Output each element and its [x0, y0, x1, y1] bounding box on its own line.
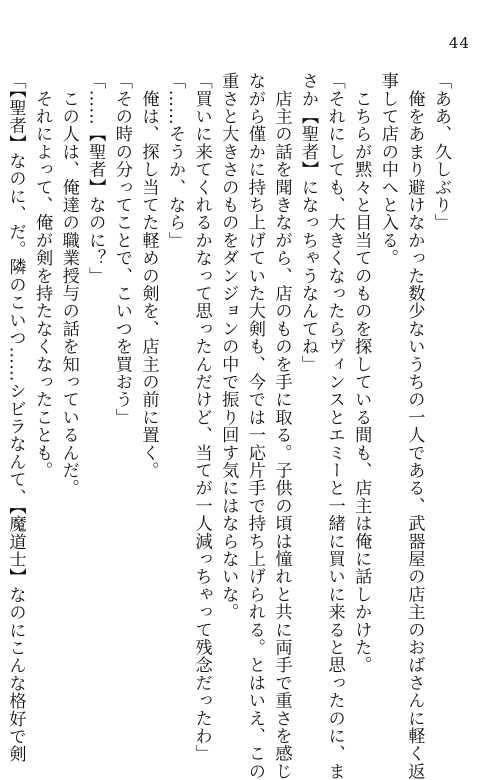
text-line: それによって、俺が剣を持たなくなったことも。: [32, 72, 53, 480]
vertical-text-body: [5, 72, 454, 780]
text-line: 「……【聖者】なのに？」: [85, 72, 106, 285]
text-line: この人は、俺達の職業授与の話を知っているんだ。: [58, 72, 79, 497]
text-line: 「……そうか、なら」: [165, 72, 186, 249]
text-line: さか【聖者】になっちゃうなんてね」: [298, 72, 319, 373]
text-line: 俺は、探し当てた軽めの剣を、店主の前に置く。: [138, 72, 159, 480]
text-line: 事して店の中へと入る。: [377, 72, 398, 267]
text-line: 重さと大きさのものをダンジョンの中で振り回す気にはならないな。: [218, 72, 239, 621]
text-line: 「買いに来てくれるかなって思ったんだけど、当てが一人減っちゃって残念だったわ」: [191, 72, 212, 763]
text-line: 「ああ、久しぶり」: [431, 72, 451, 232]
text-line: 「それにしても、大きくなったらヴィンスとエミーと一緒に買いに来ると思ったのに、ま: [324, 72, 345, 780]
text-line: 「【聖者】なのに、だ。隣のこいつ……シビラなんて、【魔道士】なのにこんな格好で剣: [5, 72, 26, 763]
text-line: 「その時の分ってことで、こいつを買おう」: [111, 72, 132, 426]
page-number: 44: [448, 34, 470, 52]
text-line: 俺をあまり避けなかった数少ないうちの一人である、武器屋の店主のおばさんに軽く返: [404, 72, 425, 780]
text-line: 店主の話を聞きながら、店のものを手に取る。子供の頃は憧れと共に両手で重さを感じ: [271, 72, 292, 780]
text-line: こちらが黙々と目当てのものを探している間も、店主は俺に話しかけた。: [351, 72, 372, 674]
text-line: ながら僅かに持ち上げていた大剣も、今では一応片手で持ち上げられる。とはいえ、この: [244, 72, 265, 780]
